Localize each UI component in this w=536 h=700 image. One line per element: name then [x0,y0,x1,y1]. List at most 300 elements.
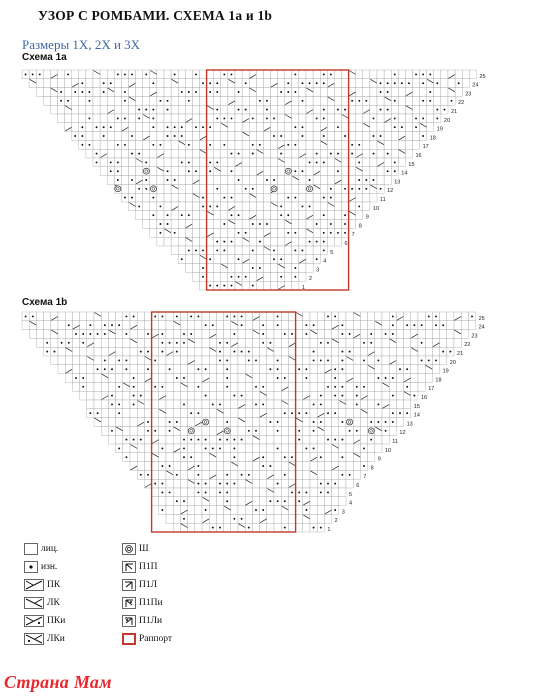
chart-cell [228,255,235,264]
chart-cell [342,158,349,167]
purl-dot [280,276,282,278]
chart-cell [252,462,259,471]
chart-cell [192,220,199,229]
chart-cell [391,105,398,114]
chart-cell [221,264,228,273]
chart-cell [166,453,173,462]
purl-dot [216,249,218,251]
chart-cell [405,114,412,123]
chart-cell [462,70,469,79]
chart-cell [418,365,425,374]
chart-cell [164,193,171,202]
row-number: 13 [406,421,413,428]
chart-cell [375,330,382,339]
chart-cell [159,435,166,444]
chart-cell [342,70,349,79]
chart-cell [228,88,235,97]
chart-cell [384,158,391,167]
purl-dot [219,439,221,441]
purl-dot [334,377,336,379]
chart-cell [292,237,299,246]
purl-dot [313,324,315,326]
chart-cell [214,193,221,202]
chart-cell [310,365,317,374]
chart-cell [221,79,228,88]
chart-cell [157,158,164,167]
chart-cell [404,330,411,339]
purl-dot [89,324,91,326]
chart-cell [334,176,341,185]
chart-cell [245,321,252,330]
row-number: 16 [415,153,422,159]
chart-cell [224,523,231,532]
chart-cell [324,462,331,471]
chart-cell [267,347,274,356]
purl-dot [209,144,211,146]
chart-cell [370,167,377,176]
purl-dot [147,333,149,335]
purl-dot [110,82,112,84]
chart-cell [116,347,123,356]
chart-cell [228,202,235,211]
purl-dot [394,100,396,102]
chart-cell [296,514,303,523]
chart-cell [271,211,278,220]
purl-dot [320,527,322,529]
chart-cell [195,338,202,347]
chart-cell [51,356,58,365]
chart-cell [242,220,249,229]
chart-cell [313,184,320,193]
chart-cell [245,514,252,523]
chart-cell [209,338,216,347]
chart-cell [271,272,278,281]
purl-dot [226,359,228,361]
chart-cell [432,347,439,356]
purl-dot [291,491,293,493]
chart-cell [238,426,245,435]
chart-cell [36,88,43,97]
purl-dot [61,342,63,344]
purl-dot [152,117,154,119]
purl-dot [358,179,360,181]
chart-cell [440,338,447,347]
purl-dot [181,91,183,93]
chart-cell [221,255,228,264]
chart-cell [164,237,171,246]
chart-cell [382,409,389,418]
purl-dot [183,500,185,502]
chart-cell [107,105,114,114]
chart-cell [349,202,356,211]
chart-cell [299,237,306,246]
chart-cell [281,435,288,444]
chart-cell [228,220,235,229]
chart-cell [356,105,363,114]
chart-cell [398,140,405,149]
chart-cell [342,193,349,202]
purl-dot [188,249,190,251]
purl-dot [32,73,34,75]
chart-cell [281,356,288,365]
purl-dot [287,197,289,199]
chart-cell [235,114,242,123]
purl-dot [226,500,228,502]
chart-cell [332,488,339,497]
purl-dot [226,474,228,476]
legend-item-left-pick-up [122,577,157,593]
chart-cell [370,184,377,193]
chart-cell [317,444,324,453]
chart-cell [375,409,382,418]
chart-cell [200,149,207,158]
chart-cell [382,400,389,409]
purl-dot [212,324,214,326]
purl-dot [302,135,304,137]
chart-cell [296,382,303,391]
chart-cell [235,202,242,211]
chart-cell [108,347,115,356]
chart-cell [288,497,295,506]
chart-cell [93,105,100,114]
purl-dot [356,430,358,432]
chart-cell [245,374,252,383]
purl-dot [67,73,69,75]
purl-dot [334,395,336,397]
purl-dot [259,267,261,269]
row-number: 1 [327,527,331,533]
chart-cell [389,365,396,374]
chart-cell [221,123,228,132]
chart-cell [353,347,360,356]
chart-cell [173,426,180,435]
chart-cell [221,202,228,211]
purl-dot [190,456,192,458]
chart-cell [292,184,299,193]
chart-cell [281,400,288,409]
chart-cell [418,382,425,391]
purl-dot [252,144,254,146]
purl-dot [117,117,119,119]
purl-dot [327,386,329,388]
chart-cell [242,140,249,149]
chart-cell [389,338,396,347]
bobble-mark [271,186,277,192]
chart-cell [72,321,79,330]
purl-dot [233,315,235,317]
chart-cell [72,79,79,88]
chart-cell [281,365,288,374]
chart-cell [130,426,137,435]
chart-cell [143,88,150,97]
chart-cell [108,374,115,383]
purl-dot [241,439,243,441]
purl-dot [349,430,351,432]
chart-cell [157,88,164,97]
chart-cell [296,453,303,462]
chart-cell [180,347,187,356]
chart-cell [202,330,209,339]
chart-cell [313,96,320,105]
purl-dot [387,82,389,84]
chart-cell [278,96,285,105]
chart-cell [292,132,299,141]
chart-cell [195,418,202,427]
purl-dot [365,188,367,190]
chart-cell [274,400,281,409]
chart-cell [278,114,285,123]
chart-cell [137,312,144,321]
chart-cell [413,140,420,149]
purl-dot [209,126,211,128]
chart-cell [207,132,214,141]
chart-cell [441,79,448,88]
purl-dot [262,509,264,511]
purl-dot [125,359,127,361]
chart-cell [94,312,101,321]
chart-cell [44,330,51,339]
chart-cell [123,338,130,347]
chart-cell [342,88,349,97]
chart-cell [114,149,121,158]
purl-dot [226,315,228,317]
purl-dot [46,342,48,344]
purl-dot [330,73,332,75]
chart-cell [144,479,151,488]
row-number: 2 [334,518,338,525]
chart-cell [166,391,173,400]
chart-cell [356,193,363,202]
chart-cell [281,488,288,497]
purl-dot [435,359,437,361]
chart-cell [178,96,185,105]
chart-cell [363,70,370,79]
chart-cell [296,321,303,330]
chart-cell [72,382,79,391]
purl-dot [219,342,221,344]
chart-cell [267,506,274,515]
purl-dot [223,223,225,225]
chart-cell [420,105,427,114]
purl-dot [387,109,389,111]
chart-cell [166,356,173,365]
chart-cell [214,176,221,185]
chart-cell [292,114,299,123]
chart-cell [242,176,249,185]
chart-cell [171,140,178,149]
chart-cell [245,330,252,339]
chart-cell [216,365,223,374]
chart-cell [65,330,72,339]
chart-cell [256,281,263,290]
purl-dot [323,109,325,111]
chart-cell [171,211,178,220]
chart-cell [263,167,270,176]
chart-cell [238,330,245,339]
chart-cell [389,426,396,435]
purl-dot [152,126,154,128]
chart-cell [180,409,187,418]
chart-cell [152,338,159,347]
chart-cell [332,356,339,365]
chart-cell [130,347,137,356]
purl-dot [97,368,99,370]
chart-cell [303,400,310,409]
purl-dot [370,342,372,344]
chart-cell [398,96,405,105]
chart-cell [278,167,285,176]
chart-cell [228,105,235,114]
chart-cell [221,88,228,97]
chart-cell [256,255,263,264]
chart-cell [200,176,207,185]
chart-cell [363,149,370,158]
chart-cell [252,374,259,383]
chart-cell [152,347,159,356]
chart-cell [130,462,137,471]
chart-cell [267,312,274,321]
chart-cell [440,330,447,339]
chart-cell [334,132,341,141]
chart-cell [320,220,327,229]
chart-cell [200,140,207,149]
chart-cell [242,70,249,79]
chart-cell [288,365,295,374]
legend-label: П1Пи [139,598,163,608]
purl-dot [442,351,444,353]
chart-cell [209,479,216,488]
chart-cell [209,409,216,418]
purl-dot [320,491,322,493]
chart-cell [200,220,207,229]
chart-cell [256,79,263,88]
chart-cell [192,114,199,123]
chart-cell [72,356,79,365]
chart-cell [130,409,137,418]
chart-cell [320,176,327,185]
chart-cell [370,105,377,114]
chart-cell [173,330,180,339]
purl-dot [266,100,268,102]
purl-dot [212,447,214,449]
chart-cell [224,391,231,400]
chart-cell [310,330,317,339]
row-number: 19 [436,126,443,133]
purl-dot [341,333,343,335]
chart-cell [339,409,346,418]
purl-dot [81,144,83,146]
purl-dot [320,342,322,344]
chart-cell [353,470,360,479]
purl-dot [110,161,112,163]
purl-dot [74,135,76,137]
purl-dot [154,483,156,485]
purl-dot [125,333,127,335]
chart-cell [200,105,207,114]
purl-dot [111,403,113,405]
chart-cell [245,462,252,471]
bobble-mark [307,186,313,192]
chart-cell [214,211,221,220]
chart-cell [228,246,235,255]
purl-dot [216,161,218,163]
chart-cell [185,193,192,202]
purl-dot [262,465,264,467]
row-number: 21 [451,109,458,115]
purl-dot [223,285,225,287]
blank-square-icon [24,543,38,555]
chart-cell [86,123,93,132]
purl-dot [399,368,401,370]
purl-dot [205,439,207,441]
chart-cell [245,312,252,321]
chart-cell [271,202,278,211]
chart-cell [271,220,278,229]
chart-cell [396,321,403,330]
chart-cell [245,365,252,374]
purl-dot [96,161,98,163]
row-number: 17 [428,386,435,393]
purl-dot [262,403,264,405]
chart-cell [121,105,128,114]
purl-dot [341,439,343,441]
chart-cell [296,506,303,515]
chart-cell [245,453,252,462]
chart-cell [180,426,187,435]
chart-cell [231,338,238,347]
chart-cell [245,435,252,444]
purl-dot [205,447,207,449]
chart-cell [242,123,249,132]
chart-cell [80,365,87,374]
chart-cell [306,105,313,114]
chart-cell [180,356,187,365]
chart-cell [382,347,389,356]
chart-cell [137,321,144,330]
purl-dot [60,100,62,102]
chart-cell [171,79,178,88]
purl-dot [169,368,171,370]
purl-dot [169,430,171,432]
chart-cell [260,514,267,523]
chart-cell [263,272,270,281]
purl-dot [209,258,211,260]
chart-cell [292,158,299,167]
chart-cell [263,70,270,79]
purl-dot [305,333,307,335]
chart-cell [263,79,270,88]
purl-dot [183,456,185,458]
chart-cell [36,330,43,339]
legend-label: П1Ли [139,616,163,626]
purl-dot [302,82,304,84]
chart-cell [391,132,398,141]
row-number: 22 [458,100,465,107]
chart-cell [263,132,270,141]
chart-cell [405,132,412,141]
chart-cell [281,479,288,488]
chart-cell [166,470,173,479]
chart-cell [65,88,72,97]
chart-cell [332,338,339,347]
chart-cell [375,435,382,444]
chart-cell [288,374,295,383]
chart-cell [86,105,93,114]
chart-cell [136,193,143,202]
right-pick-up-icon [122,561,136,573]
chart-cell [221,228,228,237]
chart-cell [108,356,115,365]
